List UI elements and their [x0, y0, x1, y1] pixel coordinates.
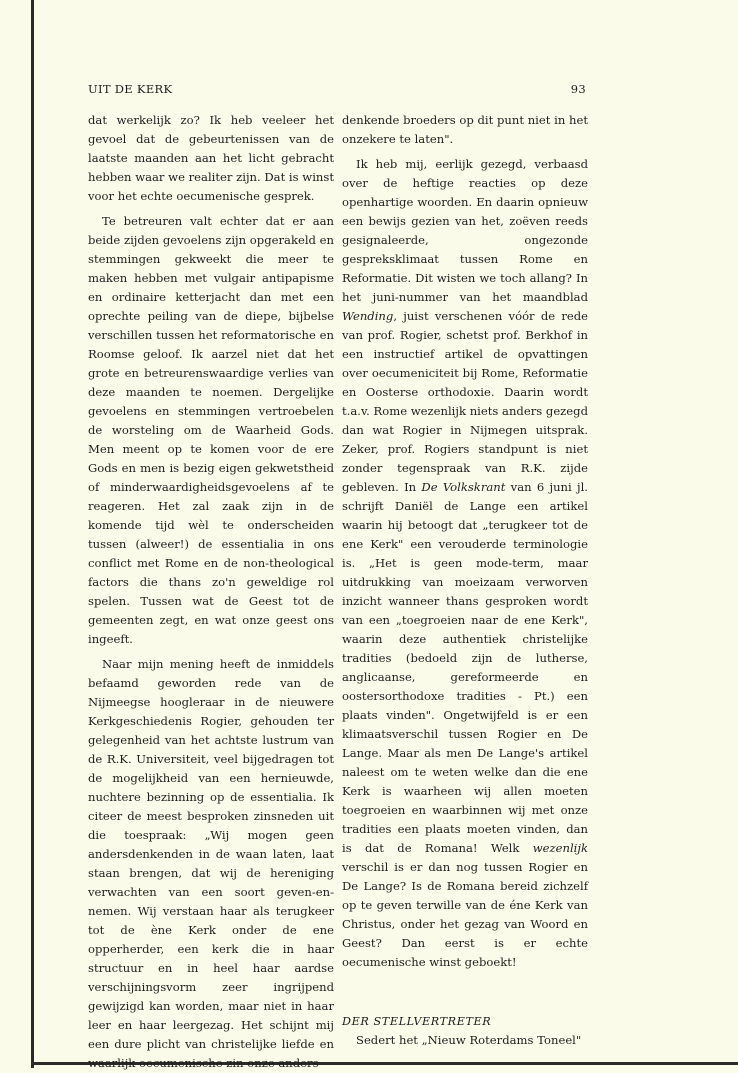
paragraph: Te betreuren valt echter dat er aan beide zijden gevoelens zijn opgerakeld en stemmingen gekweekt die meer te maken hebben met vulgair antipapisme en ordinaire ketterjacht dan met een oprechte peiling van de diepe, bijbelse verschillen tussen het reformatorische en Roomse geloof. Ik aarzel niet dat het grote en betreurenswaardige verlies van deze maanden te noemen. Dergelijke gevoelens en stemmingen vertroebelen de worsteling om de Waarheid Gods. Men meent op te komen voor de ere Gods en men is bezig eigen gekwetstheid of minderwaardigheidsgevoelens af te reageren. Het zal zaak zijn in de komende tijd wèl te onderscheiden tussen (alweer!) de essentialia in ons conflict met Rome en de non-theological factors die thans zo'n geweldige rol spelen. Tussen wat de Geest tot de gemeenten zegt, en wat onze geest ons ingeeft.	[88, 214, 334, 646]
page-left-border	[31, 0, 34, 1068]
text-run: verschil is er dan nog tussen Rogier en De Lange? Is de Romana bereid zichzelf op te geven terwille van de éne Kerk van Christus, onder het gezag van Woord en Geest? Dan eerst is er echte oecumenische winst geboekt!	[342, 860, 588, 969]
publication-title-volkskrant: De Volkskrant	[421, 480, 506, 494]
paragraph: Naar mijn mening heeft de inmiddels befaamd geworden rede van de Nijmeegse hoogleraar in de nieuwere Kerkgeschiedenis Rogier, gehouden ter gelegenheid van het achtste lustrum van de R.K. Universiteit, veel bijgedragen tot de mogelijkheid van een hernieuwde, nuchtere bezinning op de essentialia. Ik citeer de meest besproken zinsneden uit die toespraak: „Wij mogen geen andersdenkenden in de waan laten, laat staan brengen, dat wij de hereniging verwachten van een soort geven-en-nemen. Wij verstaan haar als terugkeer tot de ène Kerk onder de ene opperherder, een kerk die in haar structuur en in heel haar aardse verschijningsvorm zeer ingrijpend gewijzigd kan worden, maar niet in haar leer en haar leergezag. Het schijnt mij een dure plicht van christelijke liefde en waarlijk oecumenische zin onze anders	[88, 657, 334, 1070]
running-head: UIT DE KERK	[88, 82, 173, 96]
paragraph	[342, 155, 588, 972]
paragraph: Sedert het „Nieuw Roterdams Toneel"	[356, 1033, 582, 1047]
publication-title-wending: Wending	[342, 309, 394, 323]
text-run: van 6 juni jl. schrijft Daniël de Lange een artikel waarin hij betoogt dat „terugkeer tot de ene Kerk" een verouderde terminologie is. „Het is geen mode-term, maar uitdrukking van moeizaam verworven inzicht wanneer thans gesproken wordt van een „toegroeien naar de ene Kerk", waarin deze authentiek christelijke tradities (bedoeld zijn de lutherse, anglicaanse, gereformeerde en oostersorthodoxe tradities - Pt.) een plaats vinden". Ongetwijfeld is er een klimaatsverschil tussen Rogier en De Lange. Maar als men De Lange's artikel naleest om te weten welke dan die ene Kerk is waarheen wij allen moeten toegroeien en waarbinnen wij met onze tradities een plaats moeten vinden, dan is dat de Romana! Welk	[342, 480, 588, 855]
emphasis-wezenlijk: wezenlijk	[532, 841, 588, 855]
page-number: 93	[570, 82, 586, 96]
right-column	[342, 111, 588, 1050]
paragraph: dat werkelijk zo? Ik heb veeleer het gevoel dat de gebeurtenissen van de laatste maanden aan het licht gebracht hebben waar we realiter zijn. Dat is winst voor het echte oecumenische gesprek.	[88, 113, 334, 203]
page-header	[88, 82, 586, 98]
left-column	[88, 111, 334, 1073]
section-subheading: DER STELLVERTRETER	[342, 1015, 492, 1028]
text-run: , juist verschenen vóór de rede van prof. Rogier, schetst prof. Berkhof in een instructief artikel de opvattingen over oecumeniciteit bij Rome, Reformatie en Oosterse orthodoxie. Daarin wordt t.a.v. Rome wezenlijk niets anders gezegd dan wat Rogier in Nijmegen uitsprak. Zeker, prof. Rogiers standpunt is niet zonder tegenspraak van R.K. zijde gebleven. In	[342, 309, 588, 494]
text-run: Ik heb mij, eerlijk gezegd, verbaasd over de heftige reacties op deze openhartige woorden. En daarin opnieuw een bewijs gezien van het, zoëven reeds gesignaleerde, ongezonde gespreksklimaat tussen Rome en Reformatie. Dit wisten we toch allang? In het juni-nummer van het maandblad	[342, 157, 588, 304]
paragraph: denkende broeders op dit punt niet in het onzekere te laten".	[342, 113, 588, 146]
